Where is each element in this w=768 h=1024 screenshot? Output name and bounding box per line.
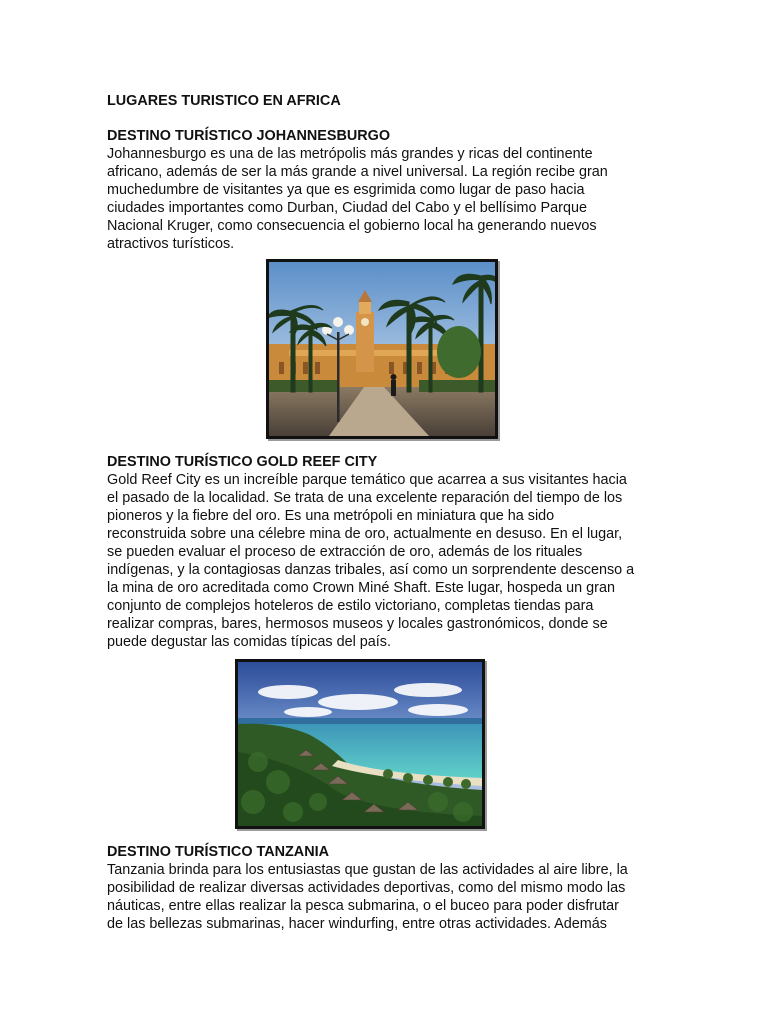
paragraph-line: Nacional Kruger, como consecuencia el gobierno local ha generando nuevos bbox=[107, 218, 597, 234]
paragraph-line: muchedumbre de visitantes ya que es esgrimida como lugar de paso hacia bbox=[107, 182, 585, 198]
coast-illustration bbox=[238, 662, 482, 826]
paragraph-johannesburgo bbox=[107, 145, 667, 253]
section-heading-gold-reef-city: DESTINO TURÍSTICO GOLD REEF CITY bbox=[107, 454, 378, 470]
section-heading-tanzania: DESTINO TURÍSTICO TANZANIA bbox=[107, 844, 329, 860]
paragraph-line: ciudades importantes como Durban, Ciudad del Cabo y el bellísimo Parque bbox=[107, 200, 587, 216]
paragraph-tanzania bbox=[107, 861, 667, 933]
paragraph-line: se pueden evaluar el proceso de extracción de oro, además de los rituales bbox=[107, 544, 583, 560]
tanzania-coast-photo bbox=[235, 659, 485, 829]
paragraph-line: realizar compras, bares, hermosos museos y locales gastronómicos, donde se bbox=[107, 616, 608, 632]
paragraph-line: indígenas, y la contagiosas danzas tribales, así como un sorprendente descenso a bbox=[107, 562, 635, 578]
section-heading-johannesburgo: DESTINO TURÍSTICO JOHANNESBURGO bbox=[107, 128, 391, 144]
paragraph-line: reconstruida sobre una célebre mina de oro, actualmente en desuso. En el lugar, bbox=[107, 526, 623, 542]
paragraph-line: pioneros y la fiebre del oro. Es una metrópoli en miniatura que ha sido bbox=[107, 508, 555, 524]
paragraph-line: africano, además de ser la más grande a nivel universal. La región recibe gran bbox=[107, 164, 608, 180]
paragraph-line: puede degustar las comidas típicas del país. bbox=[107, 634, 391, 650]
plaza-illustration bbox=[269, 262, 495, 436]
paragraph-line: Gold Reef City es un increíble parque temático que acarrea a sus visitantes hacia bbox=[107, 472, 627, 488]
paragraph-line: posibilidad de realizar diversas actividades deportivas, como del mismo modo las bbox=[107, 880, 626, 896]
paragraph-line: el pasado de la localidad. Se trata de una excelente reparación del tiempo de los bbox=[107, 490, 623, 506]
paragraph-line: atractivos turísticos. bbox=[107, 236, 235, 252]
johannesburgo-plaza-photo bbox=[266, 259, 498, 439]
document-title: LUGARES TURISTICO EN AFRICA bbox=[107, 93, 341, 109]
paragraph-line: náuticas, entre ellas realizar la pesca submarina, o el buceo para poder disfrutar bbox=[107, 898, 619, 914]
document-page bbox=[107, 92, 667, 933]
paragraph-line: la mina de oro acreditada como Crown Miné Shaft. Este lugar, hospeda un gran bbox=[107, 580, 615, 596]
spacer bbox=[107, 439, 667, 453]
paragraph-gold-reef-city bbox=[107, 471, 667, 651]
paragraph-line: Johannesburgo es una de las metrópolis más grandes y ricas del continente bbox=[107, 146, 593, 162]
spacer bbox=[107, 829, 667, 843]
paragraph-line: conjunto de complejos hoteleros de estilo victoriano, completas tiendas para bbox=[107, 598, 594, 614]
paragraph-line: de las bellezas submarinas, hacer windurfing, entre otras actividades. Además bbox=[107, 916, 607, 932]
paragraph-line: Tanzania brinda para los entusiastas que gustan de las actividades al aire libre, la bbox=[107, 862, 628, 878]
